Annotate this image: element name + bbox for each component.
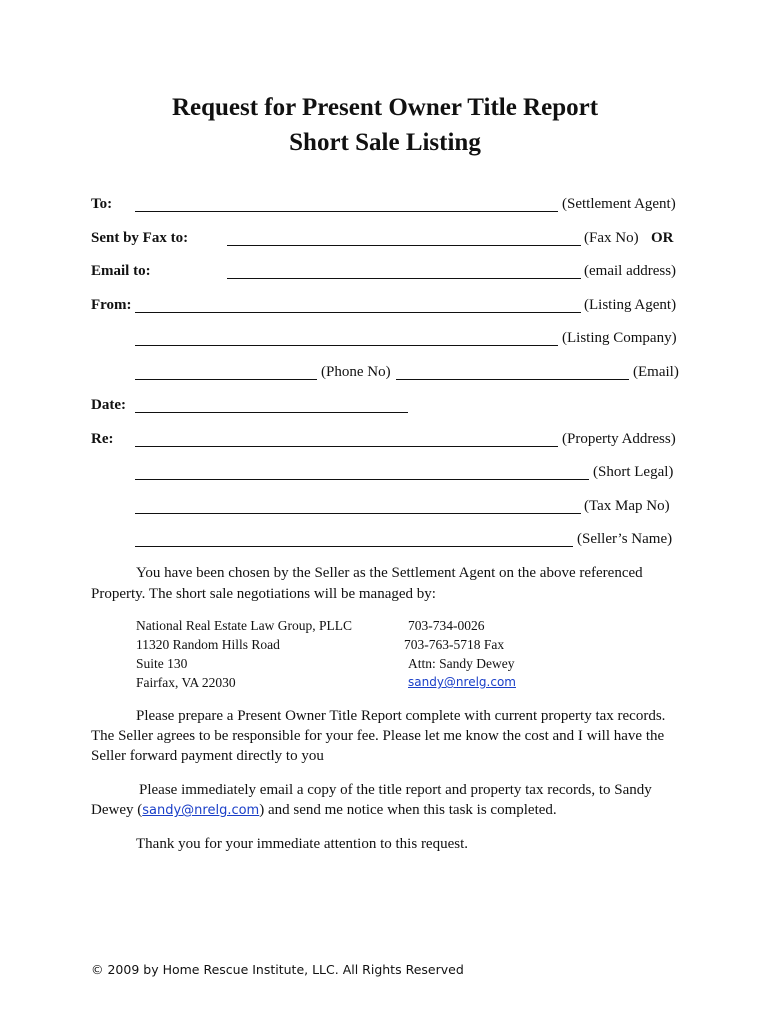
para4-thanks: Thank you for your immediate attention to this request.: [136, 836, 469, 852]
phone-field[interactable]: [135, 379, 317, 380]
agent-email-field[interactable]: [396, 379, 629, 380]
contact-fax: 703-763-5718 Fax: [404, 637, 505, 652]
listing-agent-suffix: (Listing Agent): [584, 297, 677, 313]
title-line-2: Short Sale Listing: [289, 129, 481, 156]
para3-post: ) and send me notice when this task is completed.: [259, 802, 557, 818]
to-field[interactable]: [135, 211, 558, 212]
contact-suite: Suite 130: [136, 656, 188, 671]
para1-line2: Property. The short sale negotiations will be managed by:: [91, 586, 436, 602]
para3-pre: Dewey (: [91, 802, 143, 818]
from-label: From:: [91, 297, 132, 313]
para3-line1: Please immediately email a copy of the title report and property tax records, to Sandy: [139, 782, 652, 798]
contact-attn: Attn: Sandy Dewey: [408, 656, 515, 671]
date-label: Date:: [91, 397, 126, 413]
fax-field[interactable]: [227, 245, 581, 246]
fax-suffix: (Fax No): [584, 230, 639, 246]
short-legal-field[interactable]: [135, 479, 589, 480]
tax-map-suffix: (Tax Map No): [584, 498, 670, 514]
contact-company: National Real Estate Law Group, PLLC: [136, 618, 352, 633]
re-label: Re:: [91, 431, 114, 447]
para3-email-link[interactable]: sandy@nrelg.com: [142, 803, 260, 818]
contact-email-link[interactable]: sandy@nrelg.com: [408, 675, 516, 689]
para1-line1: You have been chosen by the Seller as the Settlement Agent on the above referenced: [136, 565, 643, 581]
seller-name-field[interactable]: [135, 546, 573, 547]
listing-agent-field[interactable]: [135, 312, 581, 313]
property-address-field[interactable]: [135, 446, 558, 447]
para2-line3: Seller forward payment directly to you: [91, 748, 324, 764]
contact-phone: 703-734-0026: [408, 618, 485, 633]
listing-company-field[interactable]: [135, 345, 558, 346]
contact-city: Fairfax, VA 22030: [136, 675, 236, 690]
para3-line2: [91, 800, 557, 822]
tax-map-field[interactable]: [135, 513, 581, 514]
to-label: To:: [91, 196, 113, 212]
listing-company-suffix: (Listing Company): [562, 330, 677, 346]
title-line-1: Request for Present Owner Title Report: [171, 94, 599, 121]
email-field[interactable]: [227, 278, 581, 279]
fax-or: OR: [651, 230, 674, 246]
email-suffix: (email address): [584, 263, 677, 279]
footer-copyright: © 2009 by Home Rescue Institute, LLC. All Rights Reserved: [91, 962, 464, 977]
agent-email-suffix: (Email): [633, 364, 679, 380]
date-field[interactable]: [135, 412, 408, 413]
contact-street: 11320 Random Hills Road: [136, 637, 280, 652]
phone-label: (Phone No): [321, 364, 391, 380]
property-address-suffix: (Property Address): [562, 431, 676, 447]
email-label: Email to:: [91, 263, 151, 279]
para2-line2: The Seller agrees to be responsible for your fee. Please let me know the cost and I will have the: [91, 728, 665, 744]
to-suffix: (Settlement Agent): [562, 196, 676, 212]
short-legal-suffix: (Short Legal): [593, 464, 674, 480]
para2-line1: Please prepare a Present Owner Title Report complete with current property tax records.: [136, 708, 666, 724]
fax-label: Sent by Fax to:: [91, 230, 189, 246]
seller-name-suffix: (Seller’s Name): [577, 531, 673, 547]
